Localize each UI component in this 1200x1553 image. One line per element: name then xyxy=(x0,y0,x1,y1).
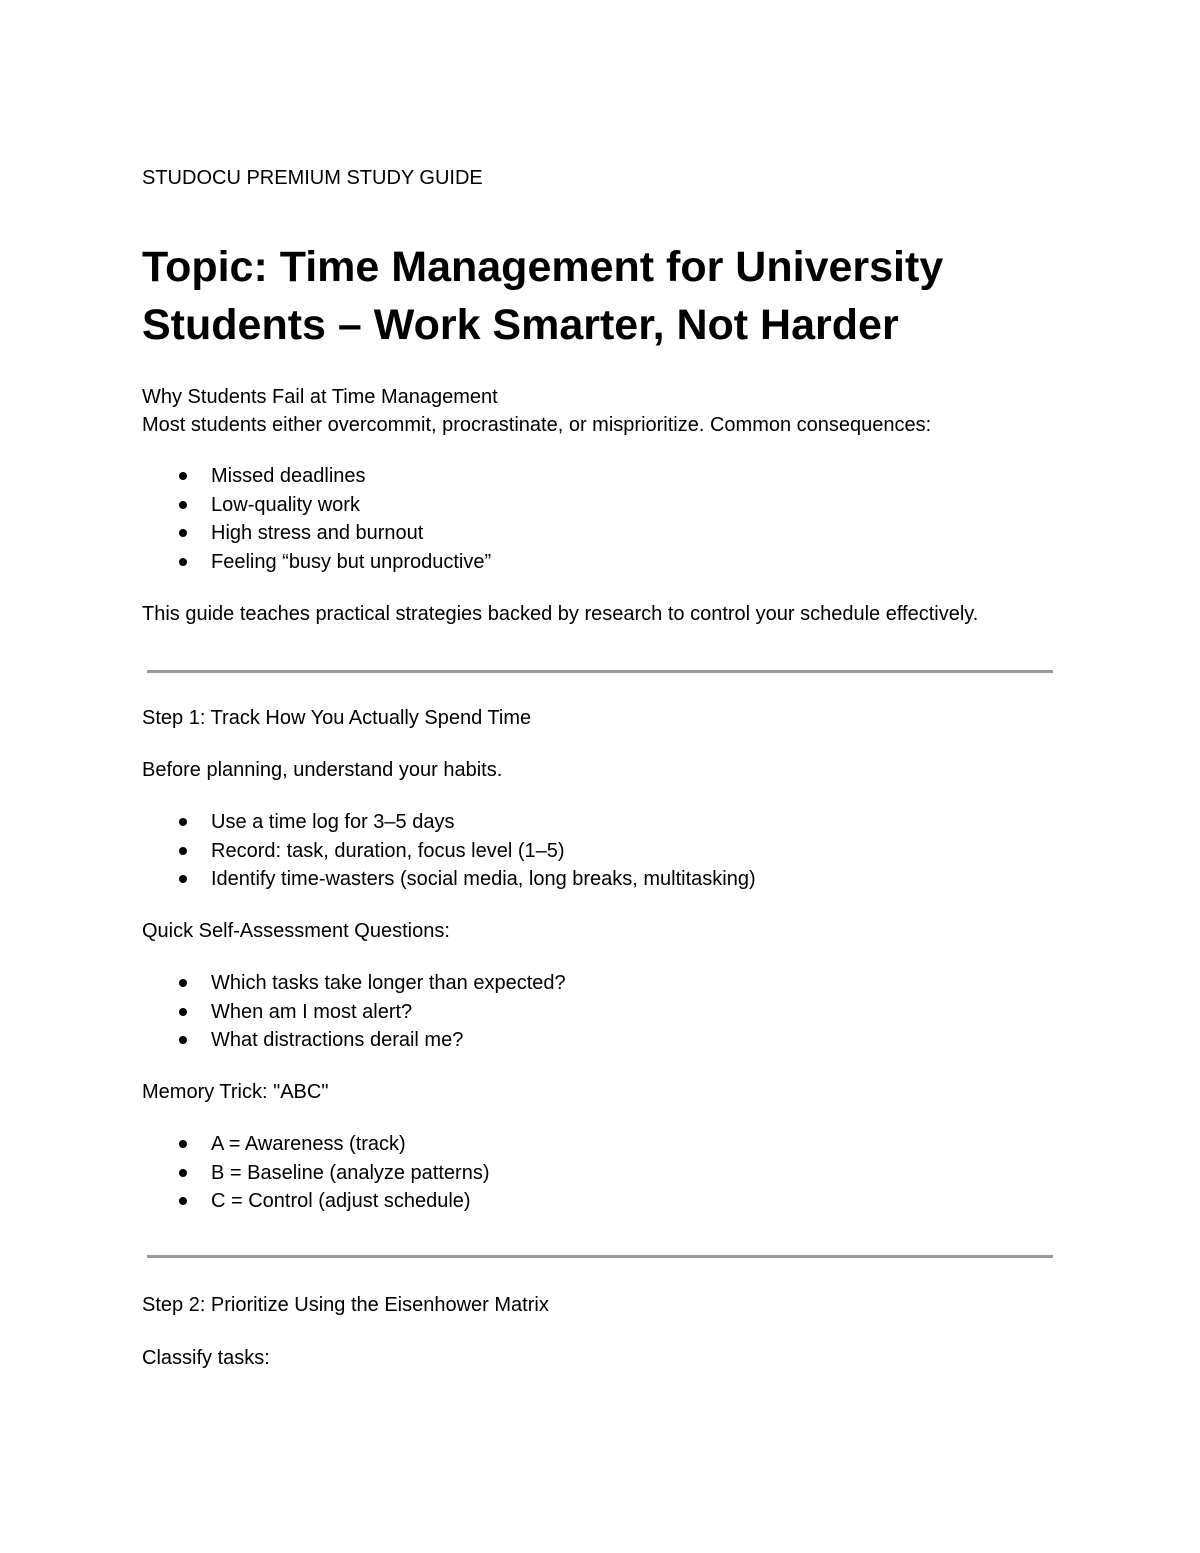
bullet-icon xyxy=(179,1008,187,1016)
list-item xyxy=(142,1159,490,1188)
bullet-icon xyxy=(179,472,187,480)
bullet-icon xyxy=(179,1169,187,1177)
memory-trick-list xyxy=(142,1130,490,1216)
step2-lead: Classify tasks: xyxy=(142,1347,270,1369)
list-item xyxy=(142,1026,566,1055)
document-title: Topic: Time Management for University Students – Work Smarter, Not Harder xyxy=(142,243,944,349)
bullet-icon xyxy=(179,1140,187,1148)
bullet-icon xyxy=(179,501,187,509)
step1-lead: Before planning, understand your habits. xyxy=(142,759,503,781)
section-divider xyxy=(147,670,1053,673)
intro-heading: Why Students Fail at Time Management xyxy=(142,386,498,408)
list-item-text: Feeling “busy but unproductive” xyxy=(211,550,492,573)
list-item-text: Identify time-wasters (social media, long breaks, multitasking) xyxy=(211,868,756,890)
list-item xyxy=(142,969,566,998)
list-item-text: A = Awareness (track) xyxy=(211,1133,406,1155)
list-item-text: Which tasks take longer than expected? xyxy=(211,972,566,994)
memory-trick-heading: Memory Trick: "ABC" xyxy=(142,1081,329,1103)
bullet-icon xyxy=(179,529,187,537)
bullet-icon xyxy=(179,558,187,566)
questions-list xyxy=(142,969,566,1055)
list-item-text: What distractions derail me? xyxy=(211,1029,464,1051)
list-item-text: Missed deadlines xyxy=(211,465,366,487)
bullet-icon xyxy=(179,979,187,987)
list-item-text: Record: task, duration, focus level (1–5) xyxy=(211,839,565,862)
list-item-text: When am I most alert? xyxy=(211,1000,413,1023)
list-item xyxy=(142,519,491,548)
list-item xyxy=(142,1187,490,1216)
list-item xyxy=(142,837,756,866)
section-divider xyxy=(147,1255,1053,1258)
list-item xyxy=(142,998,566,1027)
bullet-icon xyxy=(179,1197,187,1205)
list-item-text: High stress and burnout xyxy=(211,522,424,544)
list-item-text: C = Control (adjust schedule) xyxy=(211,1190,471,1212)
bullet-icon xyxy=(179,875,187,883)
list-item xyxy=(142,462,491,491)
list-item xyxy=(142,865,756,894)
list-item-text: Use a time log for 3–5 days xyxy=(211,811,455,833)
bullet-icon xyxy=(179,818,187,826)
list-item-text: B = Baseline (analyze patterns) xyxy=(211,1161,490,1184)
list-item xyxy=(142,491,491,520)
questions-heading: Quick Self-Assessment Questions: xyxy=(142,920,450,942)
consequences-list xyxy=(142,462,491,576)
step2-heading: Step 2: Prioritize Using the Eisenhower Matrix xyxy=(142,1294,549,1316)
bullet-icon xyxy=(179,847,187,855)
header-label: STUDOCU PREMIUM STUDY GUIDE xyxy=(142,167,483,189)
step1-heading: Step 1: Track How You Actually Spend Time xyxy=(142,707,532,729)
list-item xyxy=(142,548,491,577)
list-item-text: Low-quality work xyxy=(211,493,360,516)
list-item xyxy=(142,808,756,837)
bullet-icon xyxy=(179,1036,187,1044)
intro-lead: Most students either overcommit, procrastinate, or misprioritize. Common consequences: xyxy=(142,414,932,436)
intro-summary: This guide teaches practical strategies backed by research to control your schedule effectively. xyxy=(142,603,979,625)
list-item xyxy=(142,1130,490,1159)
step1-list xyxy=(142,808,756,894)
